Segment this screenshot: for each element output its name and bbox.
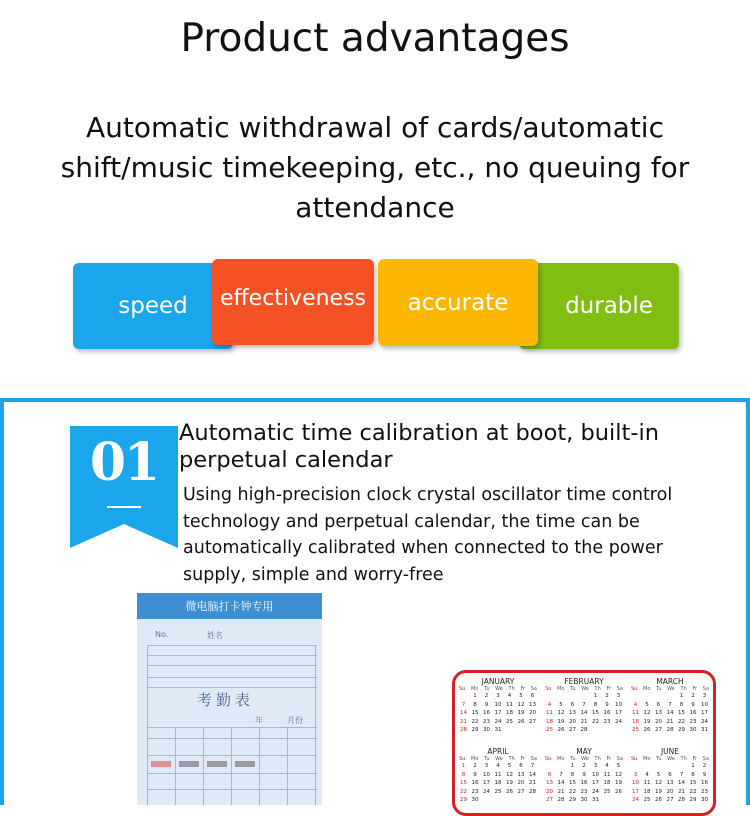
- feature-heading: Automatic time calibration at boot, built-in perpetual calendar: [179, 420, 659, 473]
- calendar-week-row: 15 16 17 18 19 20 21: [460, 780, 536, 786]
- timecard-no-label: No.: [155, 630, 169, 639]
- calendar-week-row: 17 18 19 20 21 22 23: [632, 788, 708, 795]
- calendar-week-row: 18 19 20 21 22 23 24: [632, 718, 708, 725]
- calendar-month: [631, 677, 709, 735]
- calendar-month: [459, 747, 537, 805]
- calendar-month: [631, 747, 709, 805]
- calendar-month-name: APRIL: [487, 747, 509, 756]
- calendar-weekdays: Su Mo Tu We Th Fr Sa: [631, 686, 709, 692]
- calendar-month-name: MARCH: [656, 677, 684, 686]
- calendar-week-row: 14 15 16 17 18 19 20: [460, 710, 536, 716]
- calendar-week-row: 20 21 22 23 24 25 26: [546, 788, 622, 795]
- calendar-week-row: 1 2 3: [593, 693, 621, 699]
- calendar-week-row: 18 19 20 21 22 23 24: [546, 718, 622, 725]
- tag-durable: [519, 263, 679, 349]
- calendar-week-row: 1 2 3 4 5 6: [473, 693, 535, 699]
- calendar-week-row: 7 8 9 10 11 12 13: [461, 701, 536, 708]
- timecard-name-label: 姓名: [207, 631, 223, 640]
- calendar-month: [459, 677, 537, 735]
- calendar-week-row: 8 9 10 11 12 13 14: [461, 771, 536, 778]
- calendar-week-row: 6 7 8 9 10 11 12: [547, 771, 622, 778]
- calendar-week-row: 27 28 29 30 31: [546, 797, 599, 803]
- calendar-week-row: 21 22 23 24 25 26 27: [460, 718, 536, 725]
- timecard-image: [137, 593, 322, 805]
- timecard-year-label: 年: [255, 716, 263, 725]
- calendar-weekdays: Su Mo Tu We Th Fr Sa: [459, 686, 537, 692]
- calendar-week-row: 1 2 3: [679, 693, 707, 699]
- calendar-week-row: 25 26 27 28 29 30 31: [632, 727, 708, 733]
- calendar-week-row: 4 5 6 7 8 9 10: [547, 701, 622, 708]
- calendar-week-row: 11 12 13 14 15 16 17: [546, 710, 622, 716]
- calendar-weekdays: Su Mo Tu We Th Fr Sa: [459, 756, 537, 762]
- calendar-week-row: 28 29 30 31: [460, 727, 502, 733]
- timecard-month-label: 月份: [287, 716, 303, 725]
- calendar-week-row: 24 25 26 27 28 29 30: [632, 797, 708, 803]
- feature-description: Using high-precision clock crystal oscillator time control technology and perpetual calendar, the time can be automatically calibrated when connected to the power supply, simple and worry-free: [183, 485, 673, 585]
- tag-durable-label: durable: [565, 293, 653, 319]
- calendar-week-row: 4 5 6 7 8 9 10: [633, 701, 708, 708]
- calendar-week-row: 1 2 3 4 5: [570, 763, 621, 769]
- calendar-image: [452, 670, 716, 816]
- calendar-month: [545, 747, 623, 805]
- badge-underline: [107, 506, 141, 508]
- calendar-week-row: 3 4 5 6 7 8 9: [633, 771, 707, 778]
- calendar-month: [545, 677, 623, 735]
- calendar-month-name: JUNE: [660, 747, 680, 756]
- page-subtitle: Automatic withdrawal of cards/automatic shift/music timekeeping, etc., no queuing for attendance: [60, 111, 690, 224]
- timecard-title: 考勤表: [197, 691, 255, 709]
- feature-number: 01: [89, 432, 159, 493]
- calendar-week-row: 29 30: [460, 797, 479, 803]
- calendar-week-row: 13 14 15 16 17 18 19: [546, 780, 622, 786]
- calendar-month-name: MAY: [576, 747, 592, 756]
- tag-effectiveness: [212, 259, 374, 345]
- calendar-week-row: 1 2: [691, 763, 707, 769]
- calendar-month-name: JANUARY: [481, 677, 515, 686]
- tag-accurate-label: accurate: [407, 289, 509, 316]
- calendar-week-row: 11 12 13 14 15 16 17: [632, 710, 708, 716]
- tag-effectiveness-label: effectiveness: [219, 285, 367, 311]
- calendar-week-row: 1 2 3 4 5 6 7: [461, 763, 535, 769]
- calendar-month-name: FEBRUARY: [564, 677, 604, 686]
- calendar-weekdays: Su Mo Tu We Th Fr Sa: [631, 756, 709, 762]
- page-title: Product advantages: [180, 16, 570, 61]
- calendar-week-row: 25 26 27 28: [546, 727, 588, 733]
- calendar-weekdays: Su Mo Tu We Th Fr Sa: [545, 756, 623, 762]
- calendar-weekdays: Su Mo Tu We Th Fr Sa: [545, 686, 623, 692]
- tag-accurate: [378, 259, 538, 346]
- tag-speed-label: speed: [118, 293, 188, 319]
- calendar-week-row: 10 11 12 13 14 15 16: [632, 780, 708, 786]
- timecard-header: 微电脑打卡钟专用: [137, 593, 322, 619]
- tag-speed: [73, 263, 233, 349]
- calendar-week-row: 22 23 24 25 26 27 28: [460, 788, 536, 795]
